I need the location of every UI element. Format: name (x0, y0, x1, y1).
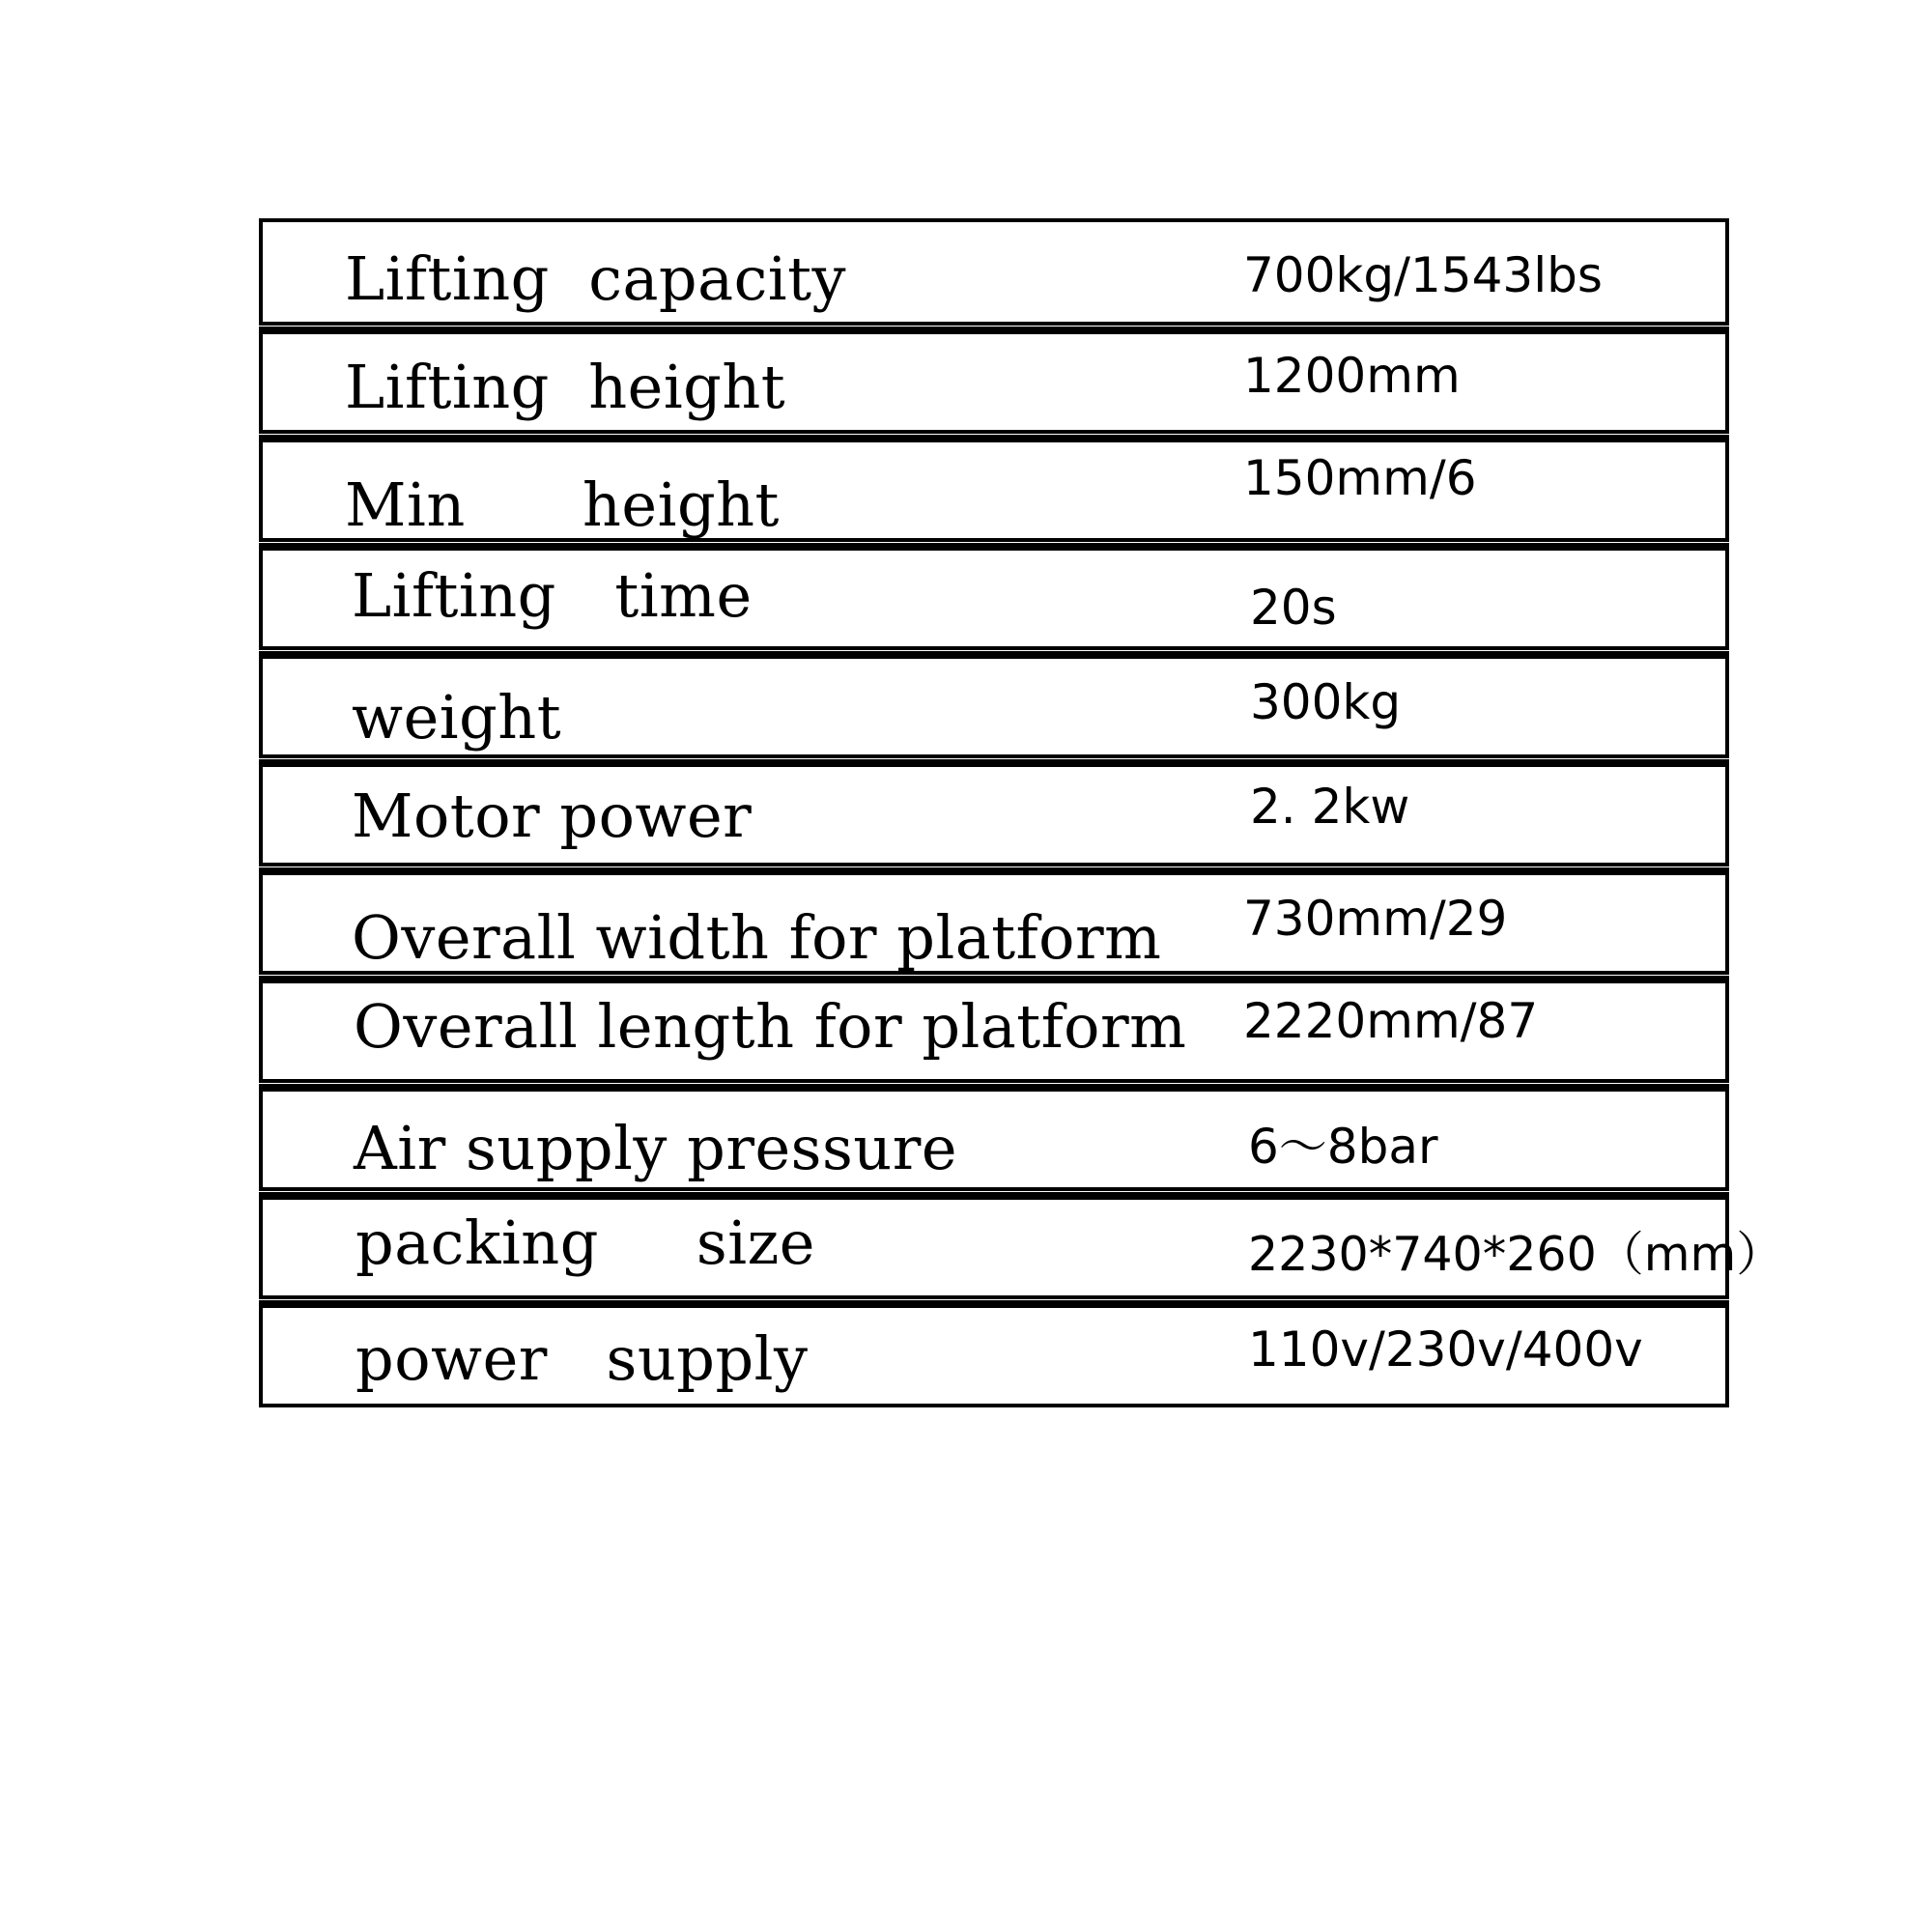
spec-label: Motor power (352, 781, 753, 851)
spec-value: 150mm/6 (1243, 450, 1477, 506)
spec-value: 1200mm (1243, 348, 1461, 404)
spec-row-motor-power (259, 759, 1729, 867)
spec-label: Air supply pressure (354, 1113, 958, 1183)
spec-row-packing-size (259, 1192, 1784, 1299)
specification-table (259, 218, 1784, 1408)
spec-label: weight (352, 682, 562, 753)
spec-label: Min height (345, 469, 780, 540)
spec-value: 2. 2kw (1250, 779, 1410, 835)
spec-row-power-supply (259, 1300, 1729, 1407)
spec-label: Lifting height (345, 352, 786, 422)
spec-label: Lifting time (352, 560, 753, 631)
spec-label: packing size (355, 1208, 815, 1278)
spec-value: 2230*740*260（mm） (1248, 1227, 1784, 1282)
spec-label: power supply (355, 1323, 809, 1394)
spec-value: 300kg (1250, 674, 1402, 730)
spec-row-air-supply-pressure (259, 1084, 1729, 1191)
spec-row-weight (259, 651, 1729, 758)
spec-label: Lifting capacity (345, 243, 847, 314)
spec-row-overall-length (259, 976, 1729, 1083)
spec-row-min-height (259, 435, 1729, 542)
spec-value: 110v/230v/400v (1248, 1321, 1643, 1378)
spec-label: Overall width for platform (352, 902, 1162, 973)
spec-row-overall-width (259, 867, 1729, 975)
spec-row-lifting-capacity (259, 218, 1729, 326)
spec-value: 700kg/1543lbs (1243, 247, 1603, 303)
spec-row-lifting-time (259, 543, 1729, 650)
spec-value: 20s (1250, 580, 1337, 636)
spec-value: 6～8bar (1248, 1119, 1438, 1175)
spec-value: 2220mm/87 (1243, 993, 1539, 1049)
spec-value: 730mm/29 (1243, 891, 1508, 947)
spec-row-lifting-height (259, 327, 1729, 434)
spec-label: Overall length for platform (354, 991, 1187, 1062)
